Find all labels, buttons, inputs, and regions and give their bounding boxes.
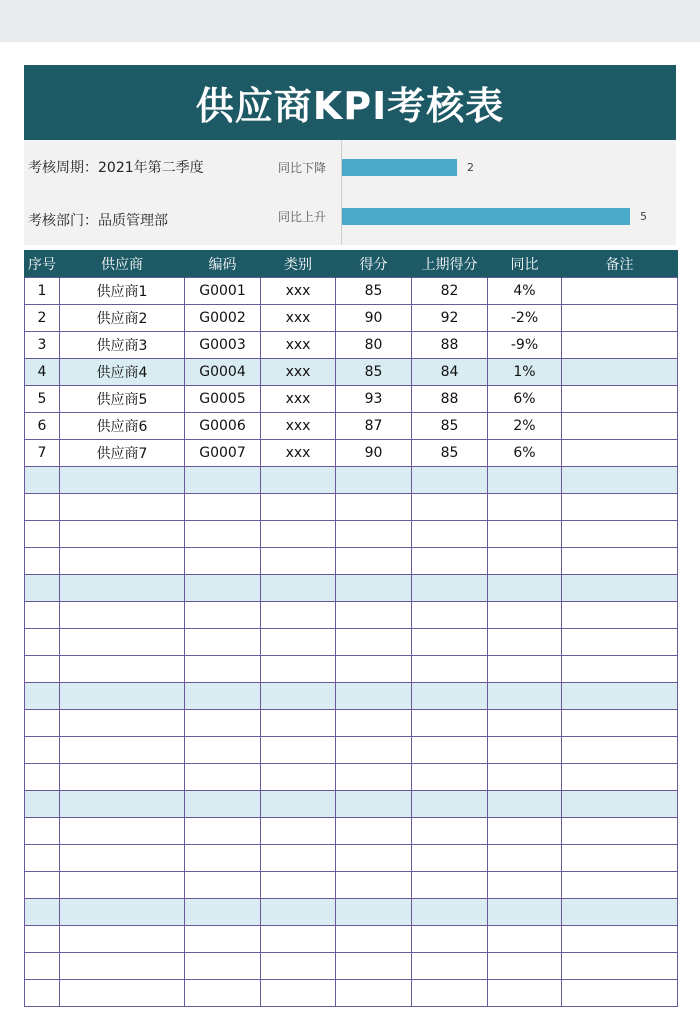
cell-index[interactable] — [25, 683, 60, 710]
table-row — [25, 413, 678, 440]
bar-increase — [342, 208, 630, 225]
cell-score[interactable] — [336, 791, 412, 818]
cell-index[interactable] — [25, 602, 60, 629]
cell-prev-score[interactable]: 92 — [412, 305, 488, 332]
cell-remark[interactable] — [562, 818, 678, 845]
cell-category[interactable] — [261, 656, 336, 683]
cell-supplier[interactable] — [60, 764, 185, 791]
cell-remark[interactable] — [562, 332, 678, 359]
top-bar — [0, 0, 700, 42]
cell-score[interactable] — [336, 683, 412, 710]
cell-supplier[interactable] — [60, 494, 185, 521]
cell-remark[interactable] — [562, 764, 678, 791]
cell-score[interactable] — [336, 818, 412, 845]
cell-prev-score[interactable] — [412, 818, 488, 845]
header-index: 序号 — [25, 250, 60, 278]
cell-code[interactable]: G0003 — [185, 332, 261, 359]
cell-code[interactable] — [185, 791, 261, 818]
cell-yoy[interactable]: 1% — [488, 359, 562, 386]
cell-yoy[interactable] — [488, 818, 562, 845]
cell-supplier[interactable] — [60, 602, 185, 629]
cell-supplier[interactable] — [60, 980, 185, 1007]
cell-category[interactable]: xxx — [261, 359, 336, 386]
cell-code[interactable]: G0005 — [185, 386, 261, 413]
cell-score[interactable] — [336, 899, 412, 926]
cell-yoy[interactable]: 6% — [488, 386, 562, 413]
cell-index[interactable] — [25, 656, 60, 683]
table-row — [25, 899, 678, 926]
cell-prev-score[interactable] — [412, 791, 488, 818]
cell-prev-score[interactable]: 88 — [412, 386, 488, 413]
cell-category[interactable] — [261, 818, 336, 845]
cell-yoy[interactable] — [488, 521, 562, 548]
header-yoy: 同比 — [488, 250, 562, 278]
cell-code[interactable] — [185, 764, 261, 791]
cell-code[interactable] — [185, 656, 261, 683]
cell-yoy[interactable] — [488, 926, 562, 953]
cell-remark[interactable] — [562, 602, 678, 629]
cell-yoy[interactable] — [488, 656, 562, 683]
cell-category[interactable]: xxx — [261, 440, 336, 467]
table-row — [25, 440, 678, 467]
cell-remark[interactable] — [562, 386, 678, 413]
table-row — [25, 548, 678, 575]
cell-code[interactable] — [185, 845, 261, 872]
table-row — [25, 494, 678, 521]
cell-score[interactable] — [336, 575, 412, 602]
cell-remark[interactable] — [562, 683, 678, 710]
cell-index[interactable]: 3 — [25, 332, 60, 359]
page-title: 供应商KPI考核表 — [195, 84, 505, 128]
title-banner — [24, 65, 676, 140]
cell-code[interactable] — [185, 926, 261, 953]
cell-score[interactable] — [336, 872, 412, 899]
cell-code[interactable]: G0007 — [185, 440, 261, 467]
cell-remark[interactable] — [562, 413, 678, 440]
header-remark: 备注 — [562, 250, 678, 278]
cell-supplier[interactable]: 供应商5 — [60, 386, 185, 413]
cell-prev-score[interactable] — [412, 494, 488, 521]
table-row — [25, 359, 678, 386]
cell-remark[interactable] — [562, 467, 678, 494]
cell-supplier[interactable] — [60, 710, 185, 737]
cell-supplier[interactable]: 供应商4 — [60, 359, 185, 386]
cell-supplier[interactable]: 供应商3 — [60, 332, 185, 359]
table-header-row — [25, 250, 678, 278]
cell-score[interactable] — [336, 602, 412, 629]
cell-code[interactable]: G0006 — [185, 413, 261, 440]
cell-code[interactable] — [185, 494, 261, 521]
cell-index[interactable] — [25, 764, 60, 791]
cell-score[interactable]: 85 — [336, 359, 412, 386]
cell-remark[interactable] — [562, 629, 678, 656]
table-row — [25, 872, 678, 899]
cell-yoy[interactable] — [488, 548, 562, 575]
cell-supplier[interactable]: 供应商1 — [60, 278, 185, 305]
cell-code[interactable]: G0001 — [185, 278, 261, 305]
cell-category[interactable]: xxx — [261, 413, 336, 440]
cell-yoy[interactable] — [488, 791, 562, 818]
cell-category[interactable] — [261, 467, 336, 494]
cell-score[interactable]: 85 — [336, 278, 412, 305]
cell-score[interactable] — [336, 764, 412, 791]
cell-prev-score[interactable] — [412, 710, 488, 737]
cell-code[interactable]: G0004 — [185, 359, 261, 386]
cell-code[interactable] — [185, 737, 261, 764]
cell-code[interactable] — [185, 602, 261, 629]
cell-prev-score[interactable]: 84 — [412, 359, 488, 386]
cell-code[interactable] — [185, 818, 261, 845]
cell-index[interactable] — [25, 629, 60, 656]
cell-index[interactable] — [25, 818, 60, 845]
cell-code[interactable] — [185, 575, 261, 602]
cell-index[interactable] — [25, 467, 60, 494]
cell-prev-score[interactable] — [412, 521, 488, 548]
table-row — [25, 332, 678, 359]
cell-prev-score[interactable] — [412, 872, 488, 899]
cell-category[interactable] — [261, 953, 336, 980]
table-row — [25, 629, 678, 656]
cell-prev-score[interactable] — [412, 980, 488, 1007]
cell-score[interactable] — [336, 494, 412, 521]
cell-yoy[interactable] — [488, 953, 562, 980]
table-row — [25, 926, 678, 953]
cell-supplier[interactable] — [60, 899, 185, 926]
cell-category[interactable] — [261, 872, 336, 899]
cell-score[interactable] — [336, 467, 412, 494]
cell-prev-score[interactable] — [412, 629, 488, 656]
cell-index[interactable] — [25, 521, 60, 548]
cell-prev-score[interactable] — [412, 548, 488, 575]
cell-code[interactable]: G0002 — [185, 305, 261, 332]
cell-yoy[interactable] — [488, 467, 562, 494]
cell-code[interactable] — [185, 683, 261, 710]
table-row — [25, 683, 678, 710]
period-label: 考核周期：2021年第二季度 — [28, 160, 204, 176]
cell-supplier[interactable]: 供应商6 — [60, 413, 185, 440]
table-row — [25, 305, 678, 332]
cell-remark[interactable] — [562, 872, 678, 899]
cell-index[interactable] — [25, 710, 60, 737]
cell-yoy[interactable] — [488, 845, 562, 872]
cell-supplier[interactable]: 供应商2 — [60, 305, 185, 332]
cell-remark[interactable] — [562, 521, 678, 548]
cell-score[interactable] — [336, 953, 412, 980]
cell-index[interactable] — [25, 791, 60, 818]
header-category: 类别 — [261, 250, 336, 278]
cell-yoy[interactable] — [488, 980, 562, 1007]
cell-yoy[interactable]: -2% — [488, 305, 562, 332]
cell-yoy[interactable] — [488, 602, 562, 629]
cell-remark[interactable] — [562, 845, 678, 872]
cell-category[interactable] — [261, 683, 336, 710]
cell-yoy[interactable] — [488, 575, 562, 602]
header-prev-score: 上期得分 — [412, 250, 488, 278]
cell-remark[interactable] — [562, 548, 678, 575]
bar-label-decline: 同比下降 — [278, 161, 327, 175]
cell-supplier[interactable] — [60, 953, 185, 980]
cell-score[interactable] — [336, 737, 412, 764]
cell-prev-score[interactable]: 85 — [412, 413, 488, 440]
cell-supplier[interactable]: 供应商7 — [60, 440, 185, 467]
cell-prev-score[interactable] — [412, 899, 488, 926]
cell-category[interactable] — [261, 926, 336, 953]
cell-code[interactable] — [185, 467, 261, 494]
cell-category[interactable]: xxx — [261, 278, 336, 305]
cell-yoy[interactable] — [488, 710, 562, 737]
cell-yoy[interactable]: 6% — [488, 440, 562, 467]
cell-yoy[interactable]: -9% — [488, 332, 562, 359]
cell-score[interactable] — [336, 980, 412, 1007]
cell-index[interactable] — [25, 548, 60, 575]
cell-index[interactable]: 6 — [25, 413, 60, 440]
cell-code[interactable] — [185, 899, 261, 926]
cell-index[interactable]: 1 — [25, 278, 60, 305]
cell-supplier[interactable] — [60, 872, 185, 899]
cell-prev-score[interactable]: 82 — [412, 278, 488, 305]
cell-remark[interactable] — [562, 737, 678, 764]
cell-yoy[interactable] — [488, 737, 562, 764]
cell-index[interactable] — [25, 953, 60, 980]
cell-remark[interactable] — [562, 791, 678, 818]
table-row — [25, 980, 678, 1007]
cell-index[interactable]: 4 — [25, 359, 60, 386]
cell-index[interactable]: 7 — [25, 440, 60, 467]
cell-index[interactable] — [25, 899, 60, 926]
cell-yoy[interactable] — [488, 899, 562, 926]
cell-index[interactable] — [25, 926, 60, 953]
cell-supplier[interactable] — [60, 467, 185, 494]
cell-category[interactable] — [261, 575, 336, 602]
cell-remark[interactable] — [562, 953, 678, 980]
cell-category[interactable] — [261, 899, 336, 926]
cell-prev-score[interactable] — [412, 683, 488, 710]
cell-score[interactable]: 90 — [336, 305, 412, 332]
cell-supplier[interactable] — [60, 791, 185, 818]
cell-remark[interactable] — [562, 359, 678, 386]
table-row — [25, 818, 678, 845]
cell-supplier[interactable] — [60, 683, 185, 710]
cell-score[interactable] — [336, 656, 412, 683]
cell-score[interactable] — [336, 845, 412, 872]
cell-score[interactable] — [336, 710, 412, 737]
cell-index[interactable] — [25, 845, 60, 872]
cell-supplier[interactable] — [60, 737, 185, 764]
info-panel — [24, 140, 676, 245]
cell-prev-score[interactable] — [412, 926, 488, 953]
cell-category[interactable] — [261, 791, 336, 818]
cell-prev-score[interactable] — [412, 737, 488, 764]
cell-category[interactable] — [261, 629, 336, 656]
cell-prev-score[interactable] — [412, 845, 488, 872]
cell-code[interactable] — [185, 872, 261, 899]
cell-remark[interactable] — [562, 899, 678, 926]
cell-category[interactable] — [261, 710, 336, 737]
header-supplier: 供应商 — [60, 250, 185, 278]
cell-code[interactable] — [185, 629, 261, 656]
cell-category[interactable]: xxx — [261, 332, 336, 359]
cell-category[interactable] — [261, 980, 336, 1007]
cell-index[interactable]: 5 — [25, 386, 60, 413]
cell-score[interactable] — [336, 548, 412, 575]
cell-score[interactable]: 90 — [336, 440, 412, 467]
cell-code[interactable] — [185, 953, 261, 980]
cell-remark[interactable] — [562, 656, 678, 683]
cell-index[interactable] — [25, 737, 60, 764]
cell-index[interactable]: 2 — [25, 305, 60, 332]
cell-yoy[interactable] — [488, 494, 562, 521]
cell-category[interactable] — [261, 494, 336, 521]
cell-prev-score[interactable]: 85 — [412, 440, 488, 467]
cell-code[interactable] — [185, 548, 261, 575]
table-row — [25, 521, 678, 548]
cell-code[interactable] — [185, 710, 261, 737]
cell-prev-score[interactable] — [412, 953, 488, 980]
cell-yoy[interactable] — [488, 764, 562, 791]
cell-remark[interactable] — [562, 710, 678, 737]
cell-remark[interactable] — [562, 440, 678, 467]
cell-prev-score[interactable] — [412, 764, 488, 791]
cell-remark[interactable] — [562, 980, 678, 1007]
cell-score[interactable]: 87 — [336, 413, 412, 440]
cell-remark[interactable] — [562, 278, 678, 305]
cell-remark[interactable] — [562, 305, 678, 332]
cell-category[interactable] — [261, 602, 336, 629]
department-label: 考核部门：品质管理部 — [28, 213, 168, 229]
kpi-table — [24, 250, 678, 1007]
cell-code[interactable] — [185, 521, 261, 548]
cell-prev-score[interactable] — [412, 575, 488, 602]
table-row — [25, 656, 678, 683]
chart-axis — [341, 140, 342, 245]
table-row — [25, 386, 678, 413]
cell-category[interactable] — [261, 548, 336, 575]
cell-category[interactable]: xxx — [261, 305, 336, 332]
cell-score[interactable] — [336, 521, 412, 548]
table-row — [25, 602, 678, 629]
cell-supplier[interactable] — [60, 656, 185, 683]
cell-yoy[interactable] — [488, 872, 562, 899]
cell-supplier[interactable] — [60, 818, 185, 845]
cell-category[interactable]: xxx — [261, 386, 336, 413]
cell-yoy[interactable] — [488, 629, 562, 656]
cell-supplier[interactable] — [60, 926, 185, 953]
header-score: 得分 — [336, 250, 412, 278]
cell-yoy[interactable]: 4% — [488, 278, 562, 305]
cell-remark[interactable] — [562, 575, 678, 602]
cell-score[interactable] — [336, 629, 412, 656]
table-row — [25, 710, 678, 737]
cell-supplier[interactable] — [60, 521, 185, 548]
cell-index[interactable] — [25, 980, 60, 1007]
bar-value-decline: 2 — [467, 161, 474, 174]
cell-category[interactable] — [261, 737, 336, 764]
cell-prev-score[interactable]: 88 — [412, 332, 488, 359]
bar-label-increase: 同比上升 — [278, 210, 327, 224]
cell-remark[interactable] — [562, 494, 678, 521]
cell-category[interactable] — [261, 845, 336, 872]
table-row — [25, 737, 678, 764]
cell-remark[interactable] — [562, 926, 678, 953]
cell-prev-score[interactable] — [412, 656, 488, 683]
cell-index[interactable] — [25, 575, 60, 602]
bar-decline — [342, 159, 457, 176]
cell-yoy[interactable] — [488, 683, 562, 710]
cell-prev-score[interactable] — [412, 602, 488, 629]
cell-index[interactable] — [25, 494, 60, 521]
header-code: 编码 — [185, 250, 261, 278]
cell-yoy[interactable]: 2% — [488, 413, 562, 440]
bar-value-increase: 5 — [640, 210, 647, 223]
cell-index[interactable] — [25, 872, 60, 899]
cell-supplier[interactable] — [60, 845, 185, 872]
table-row — [25, 467, 678, 494]
cell-supplier[interactable] — [60, 548, 185, 575]
cell-score[interactable]: 93 — [336, 386, 412, 413]
cell-category[interactable] — [261, 764, 336, 791]
cell-prev-score[interactable] — [412, 467, 488, 494]
cell-supplier[interactable] — [60, 575, 185, 602]
table-row — [25, 845, 678, 872]
cell-category[interactable] — [261, 521, 336, 548]
table-row — [25, 278, 678, 305]
table-row — [25, 791, 678, 818]
cell-score[interactable]: 80 — [336, 332, 412, 359]
table-row — [25, 953, 678, 980]
table-row — [25, 575, 678, 602]
cell-supplier[interactable] — [60, 629, 185, 656]
table-row — [25, 764, 678, 791]
cell-code[interactable] — [185, 980, 261, 1007]
cell-score[interactable] — [336, 926, 412, 953]
